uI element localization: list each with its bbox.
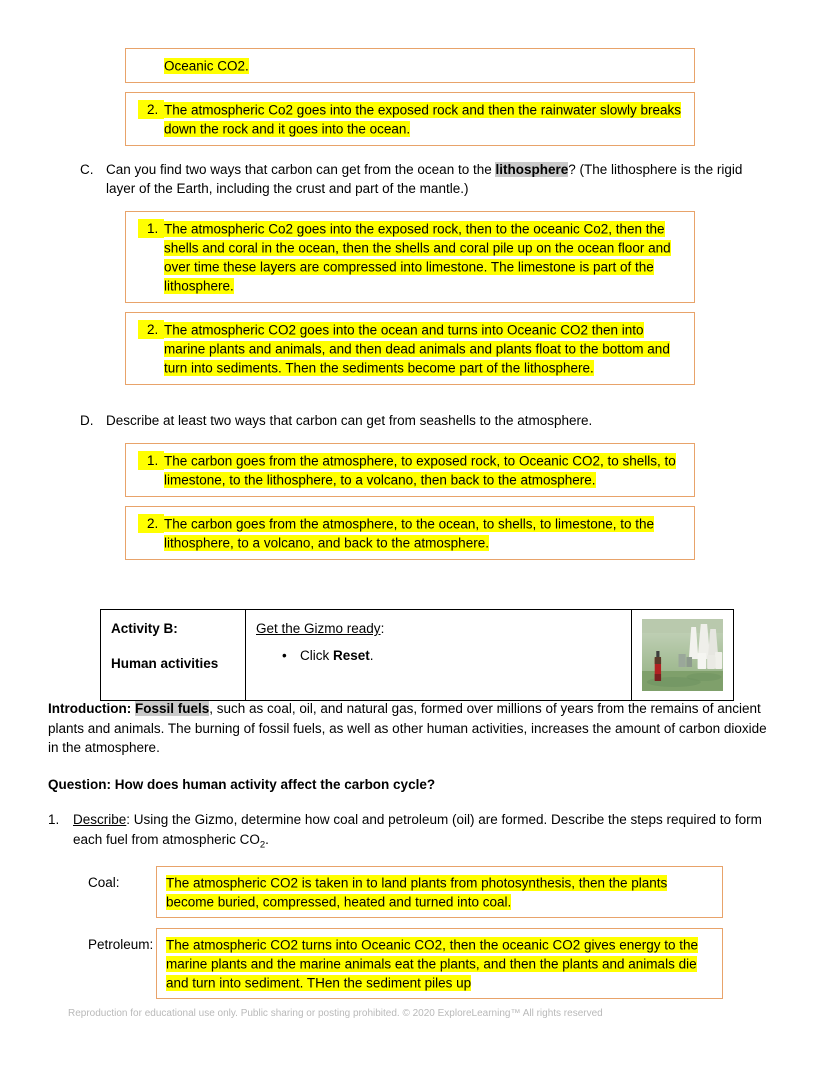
answer-number: 1. bbox=[138, 219, 164, 238]
answer-box[interactable] bbox=[125, 211, 695, 303]
activity-instructions-cell bbox=[246, 610, 632, 701]
petroleum-label: Petroleum: bbox=[88, 937, 154, 952]
introduction-text: , such as coal, oil, and natural gas, formed over millions of years from the remains of ancient plants and animals. The burning of fossil fuels, as well as other human activities, increases the amount of carbon dioxide in the atmosphere. bbox=[48, 701, 767, 755]
term-lithosphere: lithosphere bbox=[495, 162, 569, 177]
describe-underline: Describe bbox=[73, 812, 127, 827]
describe-item-text: Describe: Using the Gizmo, determine how coal and petroleum (oil) are formed. Describe the steps required to form each fuel from atmospheric $CO_2$. bbox=[73, 812, 762, 851]
reset-button-label: Reset bbox=[333, 648, 370, 663]
describe-item-number: 1. bbox=[48, 812, 60, 827]
coal-answer-text[interactable]: The atmospheric CO2 is taken in to land plants from photosynthesis, then the plants become buried, compressed, heated and turned into coal. bbox=[166, 875, 668, 909]
get-gizmo-ready-underline: Get the Gizmo ready bbox=[256, 621, 381, 636]
answer-number: 2. bbox=[138, 100, 164, 119]
answer-box[interactable] bbox=[125, 443, 695, 497]
answer-number: 2. bbox=[138, 514, 164, 533]
question-c-letter: C. bbox=[80, 162, 94, 177]
activity-subtitle: Human activities bbox=[111, 656, 219, 671]
question-heading: Question: How does human activity affect the carbon cycle? bbox=[48, 777, 436, 792]
footer-text: Reproduction for educational use only. Public sharing or posting prohibited. © 2020 ExploreLearning™ All rights reserved bbox=[68, 1008, 603, 1019]
get-gizmo-ready-heading: Get the Gizmo ready: bbox=[256, 621, 385, 636]
activity-b-section bbox=[100, 609, 734, 701]
instruction-bullet-item bbox=[256, 646, 621, 665]
co2-subscript: 2 bbox=[259, 839, 266, 851]
top-answer-group bbox=[125, 48, 695, 155]
answer-text[interactable]: The carbon goes from the atmosphere, to the ocean, to shells, to limestone, to the lithosphere, to a volcano, and back to the atmosphere. bbox=[164, 516, 655, 550]
answer-text[interactable]: The atmospheric Co2 goes into the exposed rock and then the rainwater slowly breaks down the rock and it goes into the ocean. bbox=[164, 102, 682, 136]
question-c bbox=[80, 160, 770, 206]
introduction-label: Introduction: bbox=[48, 701, 132, 716]
question-d bbox=[80, 411, 770, 438]
answer-text[interactable]: Oceanic CO2. bbox=[164, 58, 249, 73]
activity-b-table bbox=[100, 609, 734, 701]
fuel-row-petroleum bbox=[48, 928, 780, 999]
answer-box[interactable] bbox=[125, 312, 695, 385]
introduction-block bbox=[48, 699, 780, 762]
answer-box[interactable] bbox=[125, 506, 695, 560]
answer-text[interactable]: The carbon goes from the atmosphere, to exposed rock, to Oceanic CO2, to shells, to limestone, to the lithosphere, to a volcano, then back to the atmosphere. bbox=[164, 453, 676, 487]
term-fossil-fuels: Fossil fuels bbox=[135, 701, 210, 716]
question-c-text: Can you find two ways that carbon can get from the ocean to the lithosphere? (The lithosphere is the rigid layer of the Earth, including the crust and part of the mantle.) bbox=[106, 162, 743, 196]
introduction-paragraph bbox=[48, 699, 780, 758]
answer-box[interactable] bbox=[125, 48, 695, 83]
question-d-letter: D. bbox=[80, 413, 94, 428]
table-row bbox=[101, 610, 734, 701]
coal-answer-box[interactable] bbox=[156, 866, 723, 918]
answer-box[interactable] bbox=[125, 92, 695, 146]
describe-item-block bbox=[48, 810, 768, 855]
answer-text[interactable]: The atmospheric Co2 goes into the exposed rock, then to the oceanic Co2, then the shells and coral in the ocean, then the shells and coral pile up on the ocean floor and over time these layers are compressed into limestone. The limestone is part of the lithosphere. bbox=[164, 221, 671, 293]
page-footer bbox=[68, 1007, 780, 1021]
answer-text[interactable]: The atmospheric CO2 goes into the ocean and turns into Oceanic CO2 then into marine plants and animals, and then dead animals and plants float to the bottom and turn into sediments. Then the sediments become part of the lithosphere. bbox=[164, 322, 670, 375]
fuel-answers-block bbox=[48, 866, 780, 1009]
bullet-icon: • bbox=[282, 648, 287, 663]
question-d-answers bbox=[125, 443, 695, 569]
answer-number: 2. bbox=[138, 320, 164, 339]
activity-title: Activity B: bbox=[111, 621, 178, 636]
petroleum-answer-text[interactable]: The atmospheric CO2 turns into Oceanic CO2, then the oceanic CO2 gives energy to the marine plants and the marine animals eat the plants, and then the plants and animals die and turn into sediment. THen the sediment piles up bbox=[166, 937, 699, 990]
instruction-bullet-text: Click Reset. bbox=[300, 648, 374, 663]
fuel-row-coal bbox=[48, 866, 780, 918]
gizmo-thumbnail-cell bbox=[632, 610, 734, 701]
gizmo-power-plant-image bbox=[642, 619, 723, 691]
coal-label: Coal: bbox=[88, 875, 120, 890]
question-c-answers bbox=[125, 211, 695, 394]
question-heading-block bbox=[48, 775, 780, 795]
question-d-text: Describe at least two ways that carbon can get from seashells to the atmosphere. bbox=[106, 413, 593, 428]
petroleum-answer-box[interactable] bbox=[156, 928, 723, 999]
answer-number: 1. bbox=[138, 451, 164, 470]
activity-label-cell bbox=[101, 610, 246, 701]
